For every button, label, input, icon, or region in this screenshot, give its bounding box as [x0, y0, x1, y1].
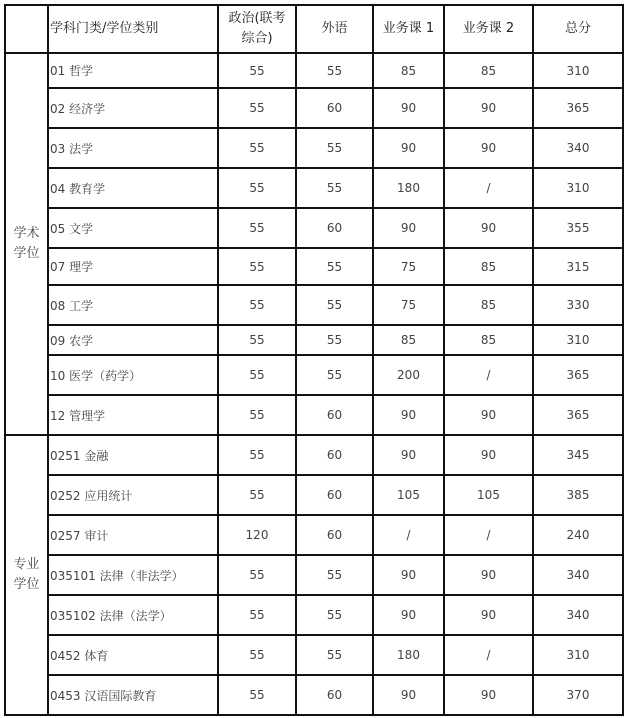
cell-total: 315 — [533, 248, 623, 285]
cell-politics: 55 — [218, 248, 296, 285]
cell-total: 365 — [533, 355, 623, 395]
table-row — [5, 555, 623, 595]
cell-course2: / — [444, 168, 533, 208]
cell-total: 310 — [533, 325, 623, 355]
header-politics — [218, 5, 296, 53]
cell-course1: 90 — [373, 595, 444, 635]
cell-politics: 55 — [218, 128, 296, 168]
cell-foreign: 55 — [296, 248, 373, 285]
cell-name: 0453 汉语国际教育 — [48, 675, 218, 715]
cell-name: 01 哲学 — [48, 53, 218, 88]
table-row — [5, 128, 623, 168]
cell-foreign: 55 — [296, 168, 373, 208]
cell-politics: 55 — [218, 53, 296, 88]
cell-course2: / — [444, 635, 533, 675]
cell-name: 0257 审计 — [48, 515, 218, 555]
cell-name: 0452 体育 — [48, 635, 218, 675]
cell-course2: / — [444, 515, 533, 555]
table-row — [5, 435, 623, 475]
cell-politics: 55 — [218, 395, 296, 435]
table-row — [5, 53, 623, 88]
table-row — [5, 88, 623, 128]
cell-foreign: 55 — [296, 128, 373, 168]
cell-course1: 75 — [373, 248, 444, 285]
category-line2: 学位 — [13, 577, 40, 592]
cell-name: 03 法学 — [48, 128, 218, 168]
table-row — [5, 675, 623, 715]
cell-foreign: 55 — [296, 595, 373, 635]
cell-total: 310 — [533, 635, 623, 675]
cell-total: 345 — [533, 435, 623, 475]
table-row — [5, 475, 623, 515]
cell-politics: 55 — [218, 325, 296, 355]
cell-foreign: 60 — [296, 88, 373, 128]
cell-course2: 85 — [444, 325, 533, 355]
header-politics-line2: 综合) — [241, 31, 273, 46]
cell-course2: / — [444, 355, 533, 395]
table-row — [5, 208, 623, 248]
degree-category — [5, 53, 48, 435]
cell-politics: 55 — [218, 595, 296, 635]
cell-course1: 90 — [373, 395, 444, 435]
cell-total: 355 — [533, 208, 623, 248]
cell-course1: 180 — [373, 168, 444, 208]
cell-course1: 90 — [373, 435, 444, 475]
cell-politics: 55 — [218, 168, 296, 208]
category-line1: 专业 — [13, 557, 40, 572]
cell-foreign: 55 — [296, 555, 373, 595]
cell-politics: 55 — [218, 208, 296, 248]
cell-foreign: 60 — [296, 395, 373, 435]
cell-total: 365 — [533, 395, 623, 435]
cell-total: 330 — [533, 285, 623, 325]
cell-foreign: 55 — [296, 53, 373, 88]
table-row — [5, 248, 623, 285]
cell-course2: 105 — [444, 475, 533, 515]
cell-politics: 55 — [218, 635, 296, 675]
cell-foreign: 55 — [296, 285, 373, 325]
cell-course2: 90 — [444, 208, 533, 248]
cell-politics: 120 — [218, 515, 296, 555]
table-row — [5, 168, 623, 208]
cell-course2: 90 — [444, 128, 533, 168]
cell-name: 0252 应用统计 — [48, 475, 218, 515]
table-row — [5, 325, 623, 355]
table-row — [5, 515, 623, 555]
cell-name: 0251 金融 — [48, 435, 218, 475]
cell-course2: 90 — [444, 395, 533, 435]
cell-course1: 180 — [373, 635, 444, 675]
cell-course2: 90 — [444, 435, 533, 475]
cell-politics: 55 — [218, 285, 296, 325]
cell-name: 10 医学（药学） — [48, 355, 218, 395]
table-row — [5, 395, 623, 435]
header-total: 总分 — [533, 5, 623, 53]
table-row — [5, 635, 623, 675]
cell-course1: 200 — [373, 355, 444, 395]
cell-name: 07 理学 — [48, 248, 218, 285]
cell-foreign: 55 — [296, 325, 373, 355]
cell-politics: 55 — [218, 555, 296, 595]
cell-course2: 85 — [444, 248, 533, 285]
header-politics-line1: 政治(联考 — [228, 11, 286, 26]
cell-total: 365 — [533, 88, 623, 128]
cell-course2: 90 — [444, 595, 533, 635]
cell-name: 035102 法律（法学） — [48, 595, 218, 635]
cell-foreign: 60 — [296, 515, 373, 555]
cell-foreign: 60 — [296, 435, 373, 475]
cell-total: 310 — [533, 168, 623, 208]
cell-course2: 90 — [444, 675, 533, 715]
cell-course1: 105 — [373, 475, 444, 515]
table-row — [5, 595, 623, 635]
cell-course2: 85 — [444, 285, 533, 325]
cell-total: 370 — [533, 675, 623, 715]
cell-course1: 90 — [373, 208, 444, 248]
table-row — [5, 355, 623, 395]
cell-politics: 55 — [218, 675, 296, 715]
header-empty — [5, 5, 48, 53]
cell-name: 02 经济学 — [48, 88, 218, 128]
cell-course2: 90 — [444, 555, 533, 595]
cell-foreign: 60 — [296, 475, 373, 515]
header-row — [5, 5, 623, 53]
cell-foreign: 55 — [296, 355, 373, 395]
cell-politics: 55 — [218, 435, 296, 475]
cell-course1: 85 — [373, 53, 444, 88]
cell-course1: 85 — [373, 325, 444, 355]
cell-politics: 55 — [218, 355, 296, 395]
cell-course1: / — [373, 515, 444, 555]
cell-total: 340 — [533, 555, 623, 595]
header-foreign: 外语 — [296, 5, 373, 53]
header-course1: 业务课 1 — [373, 5, 444, 53]
cell-total: 340 — [533, 595, 623, 635]
cell-total: 310 — [533, 53, 623, 88]
cell-total: 240 — [533, 515, 623, 555]
cell-foreign: 55 — [296, 635, 373, 675]
cell-name: 12 管理学 — [48, 395, 218, 435]
cell-politics: 55 — [218, 475, 296, 515]
header-course2: 业务课 2 — [444, 5, 533, 53]
score-table — [4, 4, 624, 716]
table-row — [5, 285, 623, 325]
cell-name: 08 工学 — [48, 285, 218, 325]
cell-course2: 90 — [444, 88, 533, 128]
cell-name: 05 文学 — [48, 208, 218, 248]
cell-course1: 90 — [373, 555, 444, 595]
cell-foreign: 60 — [296, 675, 373, 715]
cell-name: 04 教育学 — [48, 168, 218, 208]
header-subject: 学科门类/学位类别 — [48, 5, 218, 53]
cell-total: 340 — [533, 128, 623, 168]
cell-politics: 55 — [218, 88, 296, 128]
category-line2: 学位 — [13, 246, 40, 261]
cell-course1: 75 — [373, 285, 444, 325]
cell-course2: 85 — [444, 53, 533, 88]
cell-name: 09 农学 — [48, 325, 218, 355]
cell-course1: 90 — [373, 675, 444, 715]
category-line1: 学术 — [13, 226, 40, 241]
cell-name: 035101 法律（非法学） — [48, 555, 218, 595]
cell-course1: 90 — [373, 128, 444, 168]
degree-category — [5, 435, 48, 715]
cell-foreign: 60 — [296, 208, 373, 248]
cell-course1: 90 — [373, 88, 444, 128]
cell-total: 385 — [533, 475, 623, 515]
